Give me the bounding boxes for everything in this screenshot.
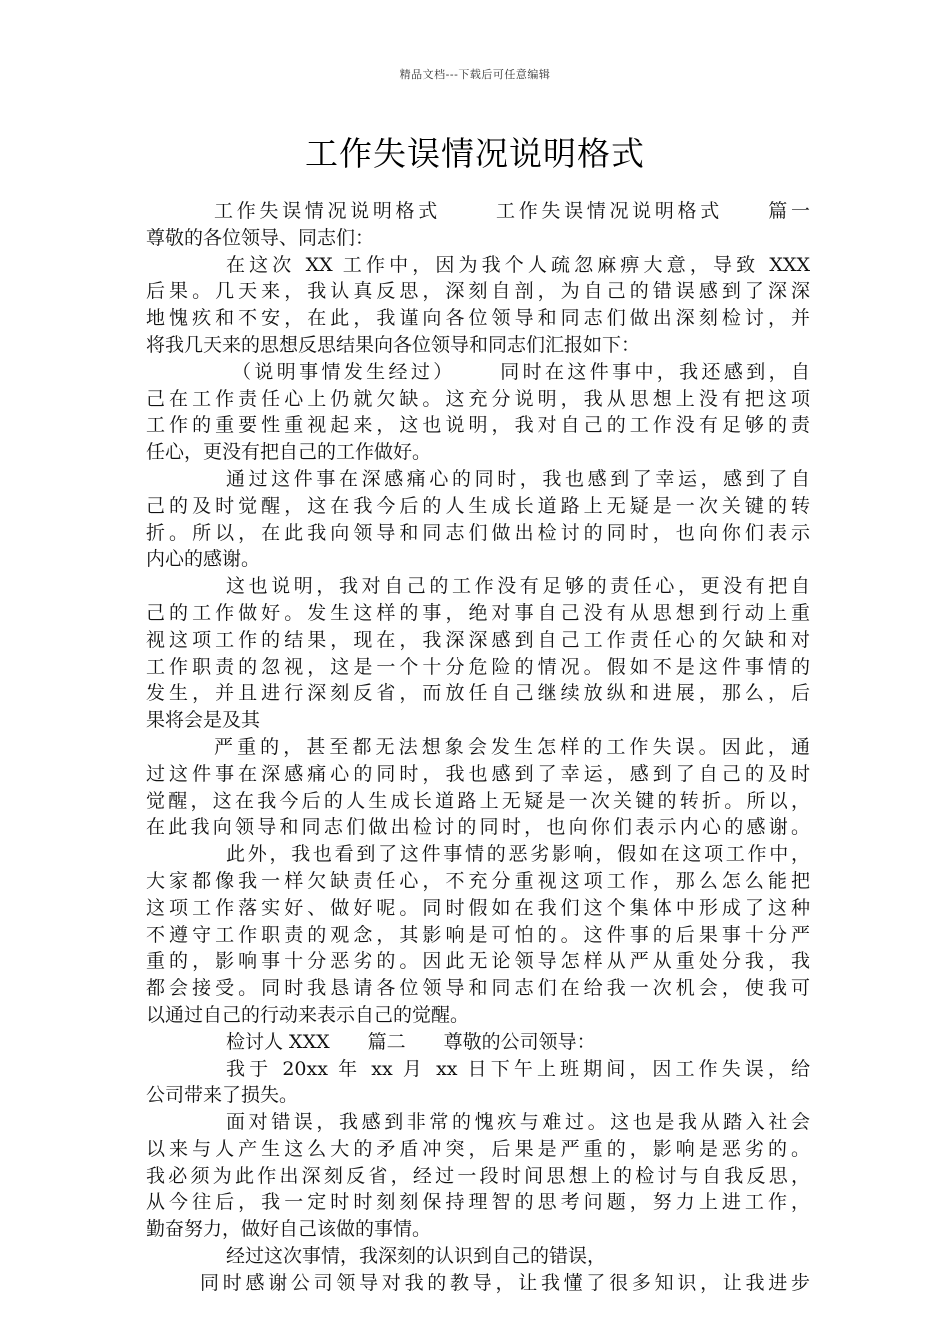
- text-line: 经过这次事情，我深刻的认识到自己的错误，: [226, 1245, 607, 1268]
- text-line: 过这件事在深感痛心的同时，我也感到了幸运，感到了自己的及时: [146, 762, 810, 785]
- text-line: 工作的重要性重视起来，这也说明，我对自己的工作没有足够的责: [146, 414, 810, 437]
- text-line: 觉醒，这在我今后的人生成长道路上无疑是一次关键的转折。所以，: [146, 789, 810, 812]
- document-body: [146, 198, 810, 1297]
- text-line: 工作失误情况说明格式 工作失误情况说明格式 篇一: [214, 200, 810, 222]
- text-line: 以通过自己的行动来表示自己的觉醒。: [146, 1003, 470, 1026]
- text-line: 都会接受。同时我恳请各位领导和同志们在给我一次机会，使我可: [146, 977, 810, 1000]
- text-line: 不遵守工作职责的观念，其影响是可怕的。这件事的后果事十分严: [146, 923, 810, 946]
- text-line: 发生，并且进行深刻反省，而放任自己继续放纵和进展，那么，后: [146, 682, 810, 705]
- text-line: 此外，我也看到了这件事情的恶劣影响，假如在这项工作中，: [226, 843, 810, 866]
- text-line: 同时感谢公司领导对我的教导，让我懂了很多知识，让我进步: [200, 1271, 810, 1294]
- text-line: 严重的，甚至都无法想象会发生怎样的工作失误。因此，通: [214, 735, 810, 758]
- text-line: 以来与人产生这么大的矛盾冲突，后果是严重的，影响是恶劣的。: [146, 1137, 810, 1160]
- text-line: 检讨人 XXX 篇二 尊敬的公司领导：: [226, 1030, 596, 1053]
- text-line: 在此我向领导和同志们做出检讨的同时，也向你们表示内心的感谢。: [146, 816, 810, 839]
- page-header: 精品文档---下载后可任意编辑: [399, 68, 551, 81]
- text-line: 己在工作责任心上仍就欠缺。这充分说明，我从思想上没有把这项: [146, 387, 810, 410]
- text-line: 内心的感谢。: [146, 548, 261, 571]
- text-line: 这也说明，我对自己的工作没有足够的责任心，更没有把自: [226, 575, 810, 598]
- text-line: 工作职责的忽视，这是一个十分危险的情况。假如不是这件事情的: [146, 655, 810, 678]
- text-line: 折。所以，在此我向领导和同志们做出检讨的同时，也向你们表示: [146, 521, 810, 544]
- text-line: 这项工作落实好、做好呢。同时假如在我们这个集体中形成了这种: [146, 896, 810, 919]
- text-line: 重的，影响事十分恶劣的。因此无论领导怎样从严从重处分我，我: [146, 950, 810, 973]
- text-line: 己的工作做好。发生这样的事，绝对事自己没有从思想到行动上重: [146, 601, 810, 624]
- text-line: 尊敬的各位领导、同志们：: [146, 226, 375, 249]
- document-title: 工作失误情况说明格式: [305, 134, 645, 173]
- text-line: 通过这件事在深感痛心的同时，我也感到了幸运，感到了自: [226, 467, 810, 490]
- text-line: 任心，更没有把自己的工作做好。: [146, 441, 432, 464]
- text-line: 公司带来了损失。: [146, 1084, 299, 1107]
- text-line: 地愧疚和不安，在此，我谨向各位领导和同志们做出深刻检讨，并: [146, 307, 810, 330]
- text-line: 将我几天来的思想反思结果向各位领导和同志们汇报如下：: [146, 333, 641, 356]
- text-line: 从今往后，我一定时时刻刻保持理智的思考问题，努力上进工作，: [146, 1191, 810, 1214]
- text-line: 在这次 XX 工作中，因为我个人疏忽麻痹大意，导致 XXX: [226, 253, 810, 276]
- text-line: 大家都像我一样欠缺责任心，不充分重视这项工作，那么怎么能把: [146, 869, 810, 892]
- text-line: 勤奋努力，做好自己该做的事情。: [146, 1218, 432, 1241]
- text-line: 我必须为此作出深刻反省，经过一段时间思想上的检讨与自我反思，: [146, 1164, 810, 1187]
- text-line: 视这项工作的结果，现在，我深深感到自己工作责任心的欠缺和对: [146, 628, 810, 651]
- text-line: 果将会是及其: [146, 709, 261, 732]
- text-line: （说明事情发生经过） 同时在这件事中，我还感到，自: [232, 360, 810, 383]
- text-line: 后果。几天来，我认真反思，深刻自剖，为自己的错误感到了深深: [146, 280, 810, 303]
- text-line: 面对错误，我感到非常的愧疚与难过。这也是我从踏入社会: [226, 1111, 810, 1134]
- text-line: 己的及时觉醒，这在我今后的人生成长道路上无疑是一次关键的转: [146, 494, 810, 517]
- text-line: 我于 20xx 年 xx 月 xx 日下午上班期间，因工作失误，给: [226, 1057, 810, 1080]
